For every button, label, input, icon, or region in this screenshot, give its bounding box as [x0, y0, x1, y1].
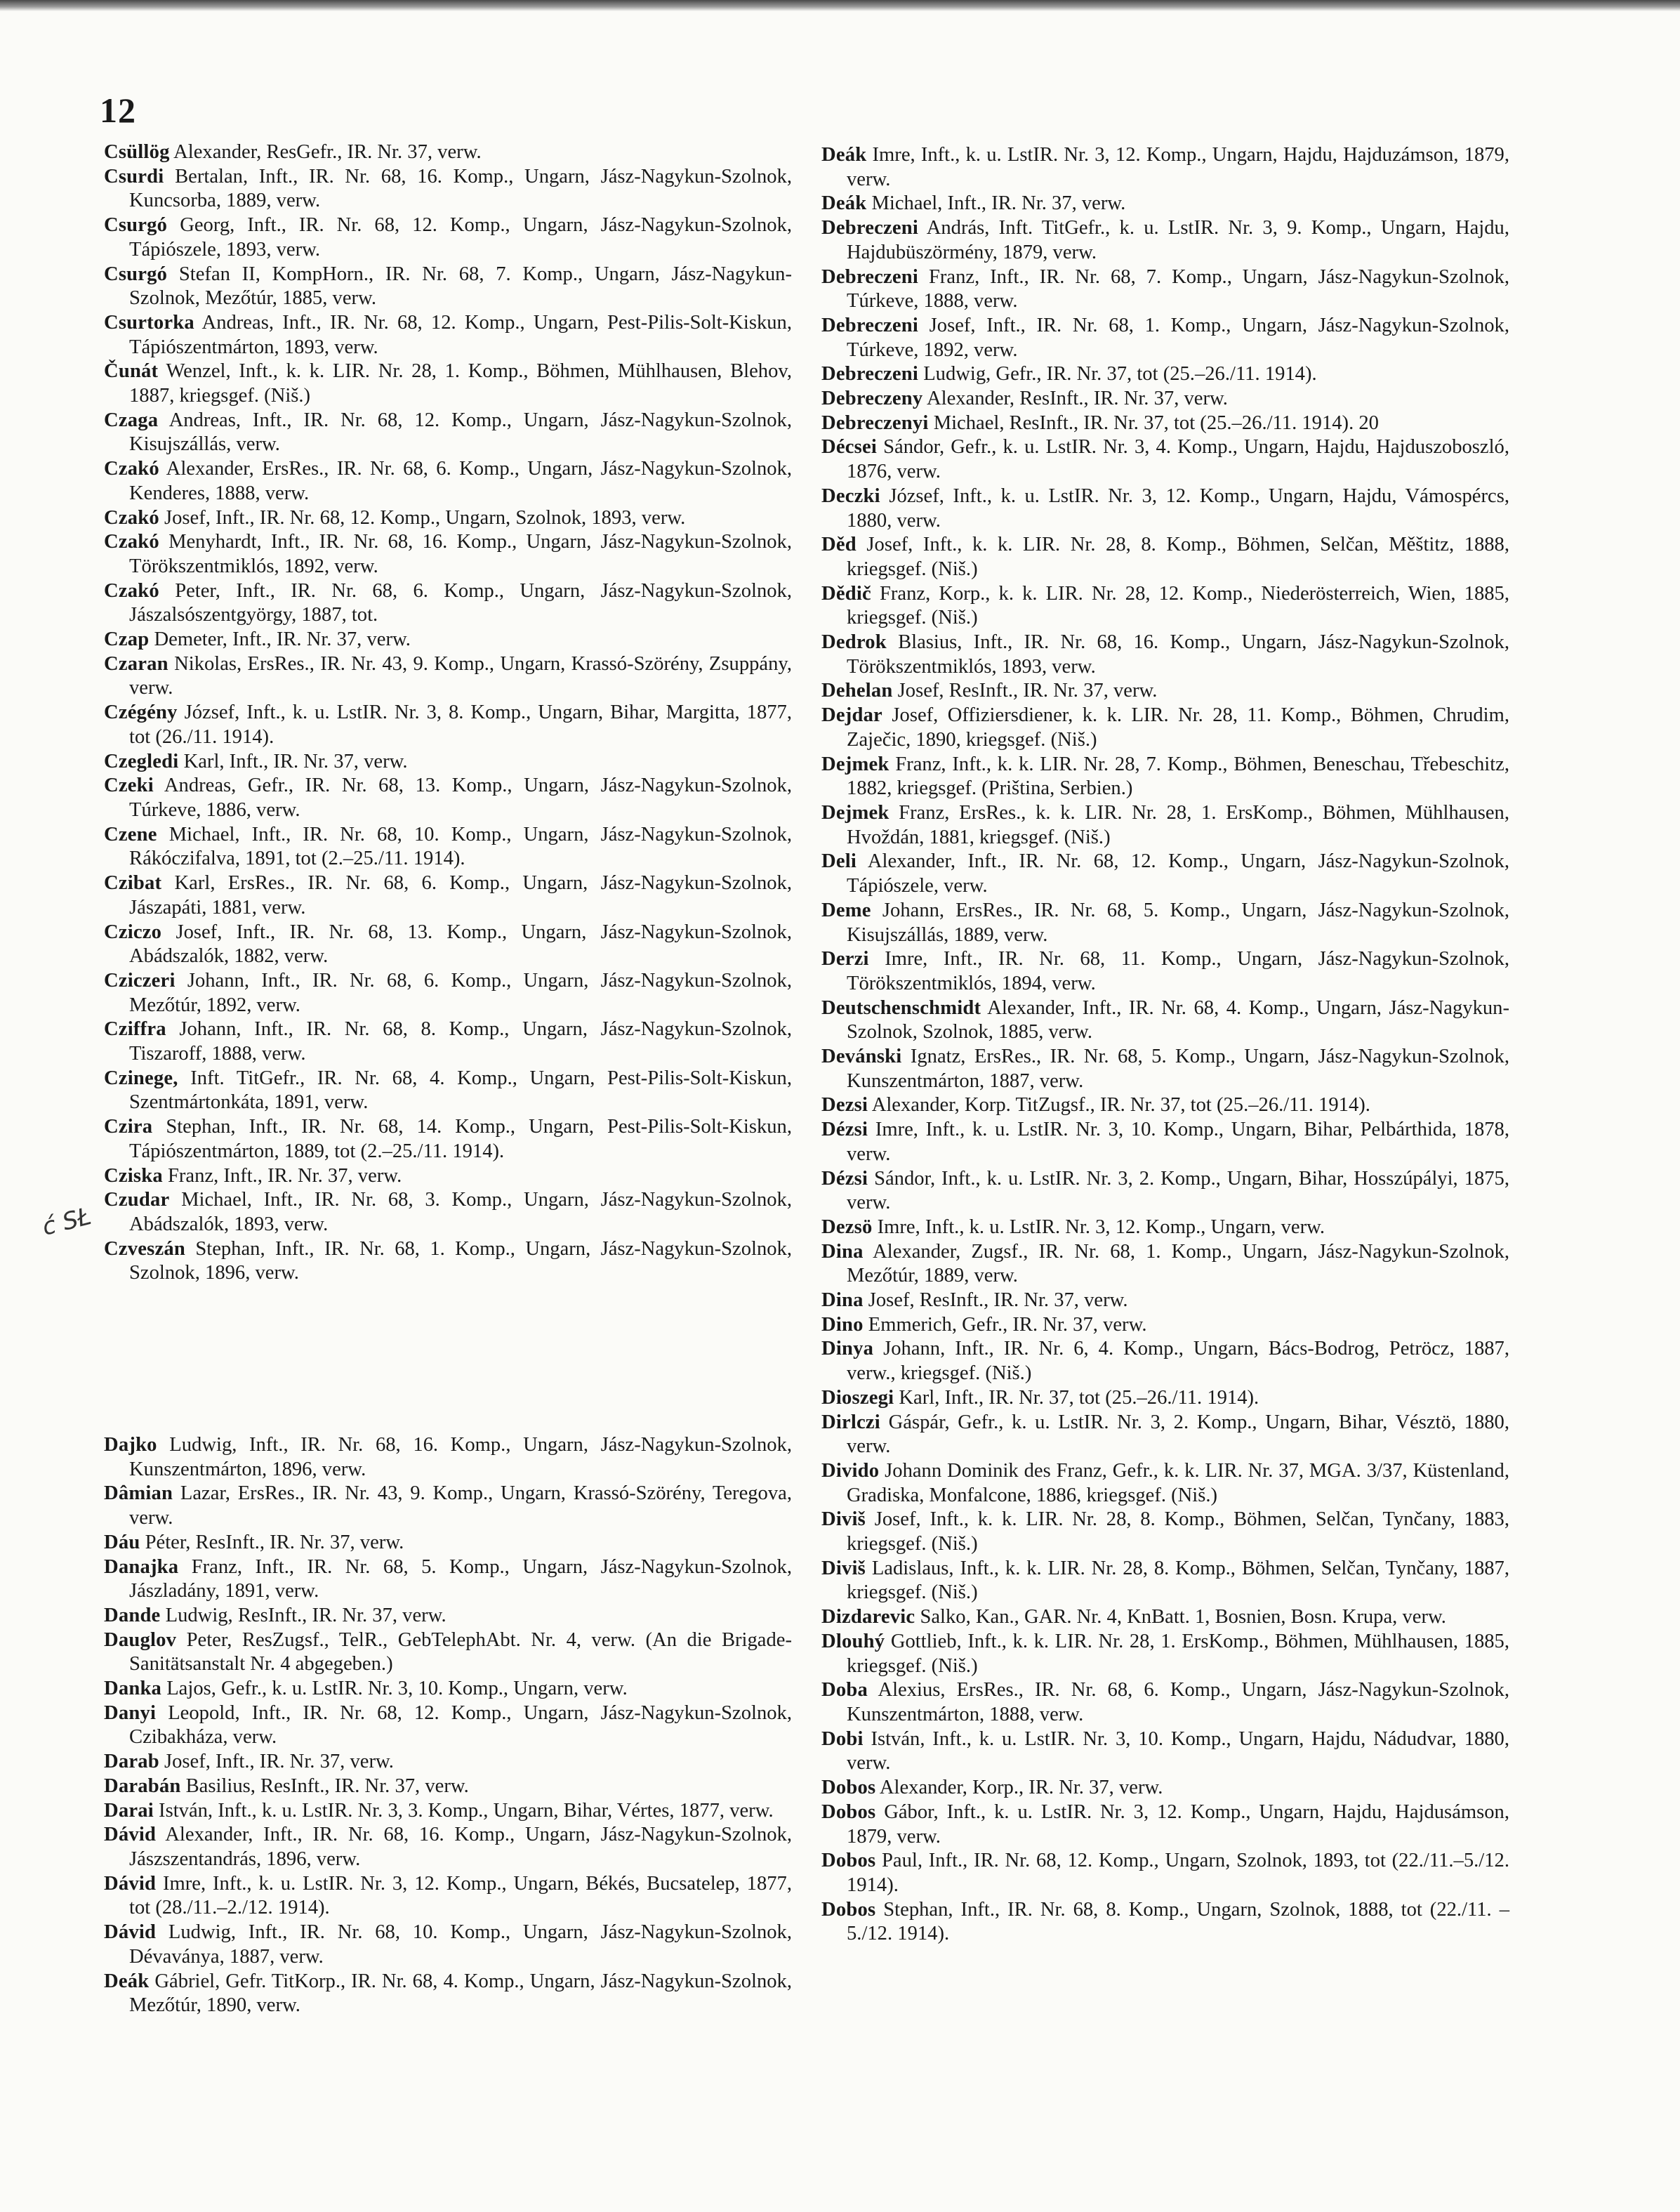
- entry-details: Lazar, ErsRes., IR. Nr. 43, 9. Komp., Ungarn, Krassó-Szörény, Teregova, verw.: [129, 1482, 792, 1529]
- list-entry: [104, 1750, 792, 1775]
- entry-details: Wenzel, Inft., k. k. LIR. Nr. 28, 1. Komp., Böhmen, Mühlhausen, Blehov, 1887, kriegsgef. (Niš.): [129, 360, 792, 407]
- list-entry: [104, 1921, 792, 1969]
- entry-details: Alexander, ErsRes., IR. Nr. 68, 6. Komp., Ungarn, Jász-Nagykun-Szolnok, Kenderes, 1888, verw.: [129, 458, 792, 504]
- entry-surname: Dinya: [821, 1338, 874, 1360]
- entry-details: Stephan, Inft., IR. Nr. 68, 14. Komp., Ungarn, Pest-Pilis-Solt-Kiskun, Tápiószentmárton, 1889, tot (2.–25./11. 1914).: [129, 1116, 792, 1162]
- entry-details: Georg, Inft., IR. Nr. 68, 12. Komp., Ungarn, Jász-Nagykun-Szolnok, Tápiószele, 1893, verw.: [129, 214, 792, 261]
- list-entry: [821, 533, 1509, 581]
- entry-surname: Deli: [821, 850, 857, 873]
- list-entry: [821, 1898, 1509, 1947]
- entry-surname: Dobi: [821, 1727, 864, 1750]
- entry-details: Josef, Inft., IR. Nr. 68, 13. Komp., Ungarn, Jász-Nagykun-Szolnok, Abádszalók, 1882, verw.: [129, 921, 792, 968]
- entry-details: István, Inft., k. u. LstIR. Nr. 3, 3. Komp., Ungarn, Bihar, Vértes, 1877, verw.: [159, 1799, 774, 1822]
- entry-surname: Czakó: [104, 506, 159, 529]
- entry-details: Alexander, ResInft., IR. Nr. 37, verw.: [926, 388, 1228, 410]
- entry-details: Emmerich, Gefr., IR. Nr. 37, verw.: [868, 1313, 1147, 1336]
- entry-surname: Debreczeni: [821, 314, 919, 336]
- entry-details: Sándor, Gefr., k. u. LstIR. Nr. 3, 4. Komp., Ungarn, Hajdu, Hajduszoboszló, 1876, verw.: [847, 436, 1509, 483]
- entry-surname: Darai: [104, 1799, 154, 1822]
- entry-details: Johann, Inft., IR. Nr. 68, 6. Komp., Ungarn, Jász-Nagykun-Szolnok, Mezőtúr, 1892, verw.: [129, 969, 792, 1016]
- list-entry: [821, 947, 1509, 996]
- entry-surname: Czira: [104, 1116, 153, 1138]
- entry-surname: Czap: [104, 628, 150, 651]
- entry-surname: Dina: [821, 1240, 864, 1263]
- entry-details: Andreas, Inft., IR. Nr. 68, 12. Komp., Ungarn, Jász-Nagykun-Szolnok, Kisujszállás, verw.: [129, 409, 792, 456]
- entry-surname: Csurdi: [104, 165, 164, 187]
- entry-surname: Czegledi: [104, 750, 179, 772]
- entry-details: Michael, Inft., IR. Nr. 68, 10. Komp., Ungarn, Jász-Nagykun-Szolnok, Rákóczifalva, 1891, tot (2.–25./11. 1914).: [129, 823, 792, 870]
- list-entry: [104, 1604, 792, 1628]
- entry-details: Ludwig, Inft., IR. Nr. 68, 10. Komp., Ungarn, Jász-Nagykun-Szolnok, Dévaványa, 1887, verw.: [129, 1921, 793, 1968]
- list-entry: [104, 1018, 792, 1066]
- entry-details: István, Inft., k. u. LstIR. Nr. 3, 10. Komp., Ungarn, Hajdu, Nádudvar, 1880, verw.: [847, 1727, 1509, 1775]
- entry-details: Alexander, Korp., IR. Nr. 37, verw.: [879, 1777, 1163, 1799]
- entry-surname: Dino: [821, 1313, 864, 1336]
- list-entry: [821, 753, 1509, 801]
- entry-details: Josef, Inft., IR. Nr. 68, 1. Komp., Ungarn, Jász-Nagykun-Szolnok, Túrkeve, 1892, verw.: [847, 314, 1509, 361]
- entry-details: Franz, ErsRes., k. k. LIR. Nr. 28, 1. ErsKomp., Böhmen, Mühlhausen, Hvoždán, 1881, kriegsgef. (Niš.): [847, 801, 1509, 848]
- entry-surname: Dâmian: [104, 1482, 173, 1505]
- entry-surname: Csurgó: [104, 214, 168, 237]
- list-entry: [821, 265, 1509, 314]
- list-entry: [821, 704, 1509, 752]
- list-entry: [821, 362, 1509, 387]
- list-entry: [104, 1555, 792, 1604]
- entry-surname: Danajka: [104, 1555, 179, 1578]
- entry-surname: Děd: [821, 534, 856, 556]
- entry-details: Alexander, Inft., IR. Nr. 68, 16. Komp., Ungarn, Jász-Nagykun-Szolnok, Jászszentandrás, 1896, verw.: [129, 1824, 792, 1870]
- entry-details: Blasius, Inft., IR. Nr. 68, 16. Komp., Ungarn, Jász-Nagykun-Szolnok, Törökszentmiklós, 1893, verw.: [847, 631, 1509, 678]
- list-entry: [104, 311, 792, 360]
- entry-details: Demeter, Inft., IR. Nr. 37, verw.: [154, 628, 411, 651]
- entry-surname: Deme: [821, 899, 871, 921]
- entry-surname: Czégény: [104, 702, 178, 724]
- list-entry: [821, 485, 1509, 533]
- list-entry: [104, 530, 792, 579]
- entry-details: Ludwig, Gefr., IR. Nr. 37, tot (25.–26./11. 1914).: [923, 363, 1317, 386]
- entry-surname: Debreczeni: [821, 363, 919, 386]
- entry-surname: Czeki: [104, 775, 154, 797]
- entry-surname: Dézsi: [821, 1167, 868, 1190]
- entry-surname: Dauglov: [104, 1628, 177, 1651]
- entry-surname: Csüllög: [104, 141, 170, 163]
- entry-details: Gábor, Inft., k. u. LstIR. Nr. 3, 12. Komp., Ungarn, Hajdu, Hajdusámson, 1879, verw.: [847, 1800, 1509, 1848]
- list-entry: [104, 360, 792, 408]
- list-entry: [104, 1677, 792, 1701]
- entry-surname: Debreczeni: [821, 265, 919, 288]
- list-entry: [821, 1630, 1509, 1678]
- entry-surname: Czveszán: [104, 1237, 185, 1260]
- entry-surname: Czibat: [104, 872, 162, 895]
- list-entry: [821, 216, 1509, 265]
- entry-surname: Cziczeri: [104, 969, 176, 992]
- list-entry: [104, 457, 792, 506]
- entry-surname: Dehelan: [821, 680, 893, 702]
- entry-details: Nikolas, ErsRes., IR. Nr. 43, 9. Komp., Ungarn, Krassó-Szörény, Zsuppány, verw.: [129, 652, 792, 699]
- list-entry: [104, 1872, 792, 1921]
- entry-details: Leopold, Inft., IR. Nr. 68, 12. Komp., Ungarn, Jász-Nagykun-Szolnok, Czibakháza, verw.: [129, 1701, 792, 1749]
- entry-details: Franz, Inft., IR. Nr. 37, verw.: [167, 1164, 402, 1187]
- list-entry: [104, 140, 792, 165]
- entry-details: Imre, Inft., k. u. LstIR. Nr. 3, 12. Komp., Ungarn, Hajdu, Hajduzámson, 1879, verw.: [847, 144, 1509, 190]
- entry-details: Johann, Inft., IR. Nr. 68, 8. Komp., Ungarn, Jász-Nagykun-Szolnok, Tiszaroff, 1888, verw.: [129, 1018, 792, 1065]
- entry-surname: Debreczeni: [821, 217, 919, 239]
- entry-surname: Dobos: [821, 1777, 876, 1799]
- entry-details: Josef, Inft., IR. Nr. 68, 12. Komp., Ungarn, Szolnok, 1893, verw.: [164, 506, 686, 529]
- entry-surname: Décsei: [821, 436, 877, 459]
- section-gap: [104, 1286, 792, 1433]
- entry-surname: Dobos: [821, 1850, 876, 1872]
- list-entry: [104, 1799, 792, 1824]
- entry-surname: Debreczeny: [821, 388, 923, 410]
- entry-details: Josef, Inft., IR. Nr. 37, verw.: [164, 1751, 394, 1773]
- entry-details: Josef, Offiziersdiener, k. k. LIR. Nr. 28, 11. Komp., Böhmen, Chrudim, Zaječic, 1890, kriegsgef. (Niš.): [847, 704, 1509, 751]
- entry-surname: Cziska: [104, 1164, 163, 1187]
- entry-details: Péter, ResInft., IR. Nr. 37, verw.: [145, 1531, 404, 1553]
- entry-surname: Dávid: [104, 1872, 157, 1895]
- list-entry: [821, 192, 1509, 216]
- list-entry: [821, 1093, 1509, 1118]
- entry-details: Karl, Inft., IR. Nr. 37, tot (25.–26./11. 1914).: [899, 1386, 1259, 1409]
- entry-details: Michael, Inft., IR. Nr. 37, verw.: [871, 192, 1126, 215]
- entry-details: Basilius, ResInft., IR. Nr. 37, verw.: [185, 1775, 469, 1797]
- entry-details: Andreas, Inft., IR. Nr. 68, 12. Komp., Ungarn, Pest-Pilis-Solt-Kiskun, Tápiószentmárton, 1893, verw.: [129, 311, 792, 358]
- list-entry: [821, 1118, 1509, 1166]
- list-entry: [104, 969, 792, 1018]
- entry-surname: Czakó: [104, 531, 159, 553]
- list-entry: [104, 1775, 792, 1799]
- entry-details: Michael, Inft., IR. Nr. 68, 3. Komp., Ungarn, Jász-Nagykun-Szolnok, Abádszalók, 1893, verw.: [129, 1189, 792, 1235]
- entry-details: András, Inft. TitGefr., k. u. LstIR. Nr. 3, 9. Komp., Ungarn, Hajdu, Hajdubüszörmény, 1879, verw.: [847, 217, 1509, 263]
- list-entry: [104, 1237, 792, 1286]
- list-entry: [821, 387, 1509, 412]
- entry-surname: Doba: [821, 1679, 868, 1701]
- entry-details: Alexander, Inft., IR. Nr. 68, 12. Komp., Ungarn, Jász-Nagykun-Szolnok, Tápiószele, verw.: [847, 850, 1509, 897]
- list-entry: [821, 631, 1509, 679]
- list-entry: [104, 652, 792, 701]
- entry-details: Paul, Inft., IR. Nr. 68, 12. Komp., Ungarn, Szolnok, 1893, tot (22./11.–5./12. 1914).: [847, 1850, 1509, 1896]
- entry-surname: Dedrok: [821, 631, 887, 654]
- entry-surname: Czinege,: [104, 1067, 178, 1089]
- entry-surname: Cziffra: [104, 1018, 166, 1041]
- list-entry: [821, 435, 1509, 484]
- list-entry: [104, 1482, 792, 1530]
- entry-surname: Dědič: [821, 582, 871, 605]
- entry-details: Peter, ResZugsf., TelR., GebTelephAbt. Nr. 4, verw. (An die Brigade-Sanitätsanstalt Nr. 4 abgegeben.): [129, 1628, 792, 1676]
- entry-details: Ludwig, Inft., IR. Nr. 68, 16. Komp., Ungarn, Jász-Nagykun-Szolnok, Kunszentmárton, 1896, verw.: [129, 1434, 792, 1480]
- entry-details: Josef, ResInft., IR. Nr. 37, verw.: [897, 680, 1158, 702]
- entry-details: Alexander, Korp. TitZugsf., IR. Nr. 37, tot (25.–26./11. 1914).: [871, 1094, 1370, 1117]
- entry-details: Johann, Inft., IR. Nr. 6, 4. Komp., Ungarn, Bács-Bodrog, Petröcz, 1887, verw., kriegsgef. (Niš.): [847, 1338, 1509, 1385]
- entry-details: Peter, Inft., IR. Nr. 68, 6. Komp., Ungarn, Jász-Nagykun-Szolnok, Jászalsószentgyörgy, 1887, tot.: [129, 579, 792, 626]
- entry-surname: Czakó: [104, 458, 159, 480]
- list-entry: [104, 1188, 792, 1237]
- entry-details: Alexius, ErsRes., IR. Nr. 68, 6. Komp., Ungarn, Jász-Nagykun-Szolnok, Kunszentmárton, 1888, verw.: [847, 1679, 1509, 1725]
- scan-edge: [0, 0, 1680, 11]
- list-entry: [821, 314, 1509, 362]
- entry-surname: Dejmek: [821, 753, 889, 775]
- list-entry: [821, 1216, 1509, 1240]
- entry-details: Gáspár, Gefr., k. u. LstIR. Nr. 3, 2. Komp., Ungarn, Bihar, Vésztö, 1880, verw.: [847, 1411, 1509, 1458]
- entry-surname: Dávid: [104, 1824, 157, 1846]
- entry-surname: Czudar: [104, 1189, 170, 1211]
- list-entry: [104, 871, 792, 920]
- entry-details: József, Inft., k. u. LstIR. Nr. 3, 12. Komp., Ungarn, Hajdu, Vámospércs, 1880, verw.: [847, 485, 1509, 532]
- list-entry: [104, 1531, 792, 1555]
- entry-surname: Dobos: [821, 1898, 876, 1921]
- list-entry: [104, 1701, 792, 1750]
- entry-details: Ignatz, ErsRes., IR. Nr. 68, 5. Komp., Ungarn, Jász-Nagykun-Szolnok, Kunszentmárton, 1887, verw.: [847, 1046, 1509, 1092]
- entry-surname: Diviš: [821, 1557, 866, 1579]
- entry-surname: Derzi: [821, 948, 869, 970]
- list-entry: [821, 1459, 1509, 1508]
- entry-details: Franz, Inft., k. k. LIR. Nr. 28, 7. Komp., Böhmen, Beneschau, Třebeschitz, 1882, kriegsgef. (Priština, Serbien.): [847, 753, 1509, 800]
- entry-surname: Debreczenyi: [821, 412, 929, 434]
- entry-details: Salko, Kan., GAR. Nr. 4, KnBatt. 1, Bosnien, Bosn. Krupa, verw.: [920, 1606, 1446, 1628]
- entry-details: Alexander, Inft., IR. Nr. 68, 4. Komp., Ungarn, Jász-Nagykun-Szolnok, Szolnok, 1885, verw.: [847, 996, 1509, 1044]
- list-entry: [104, 823, 792, 871]
- list-entry: [821, 996, 1509, 1045]
- entry-details: Andreas, Gefr., IR. Nr. 68, 13. Komp., Ungarn, Jász-Nagykun-Szolnok, Túrkeve, 1886, verw.: [129, 775, 792, 821]
- entry-details: Karl, Inft., IR. Nr. 37, verw.: [183, 750, 408, 772]
- entry-details: Alexander, Zugsf., IR. Nr. 68, 1. Komp., Ungarn, Jász-Nagykun-Szolnok, Mezőtúr, 1889, verw.: [847, 1240, 1510, 1287]
- list-entry: [104, 1823, 792, 1871]
- list-entry: [821, 143, 1509, 192]
- entry-surname: Devánski: [821, 1046, 902, 1068]
- entry-surname: Dezsö: [821, 1216, 873, 1238]
- entry-details: Stefan II, KompHorn., IR. Nr. 68, 7. Komp., Ungarn, Jász-Nagykun-Szolnok, Mezőtúr, 1885, verw.: [129, 263, 792, 310]
- entry-surname: Diviš: [821, 1508, 866, 1531]
- entry-surname: Dézsi: [821, 1119, 868, 1141]
- list-entry: [104, 701, 792, 749]
- entry-details: Gábriel, Gefr. TitKorp., IR. Nr. 68, 4. Komp., Ungarn, Jász-Nagykun-Szolnok, Mezőtúr, 1890, verw.: [129, 1970, 793, 2017]
- list-entry: [821, 1800, 1509, 1849]
- entry-surname: Dizdarevic: [821, 1606, 915, 1628]
- list-entry: [821, 1727, 1509, 1776]
- entry-surname: Dirlczi: [821, 1411, 880, 1433]
- entry-details: Imre, Inft., k. u. LstIR. Nr. 3, 12. Komp., Ungarn, verw.: [877, 1216, 1325, 1238]
- list-entry: [104, 1433, 792, 1482]
- entry-details: Bertalan, Inft., IR. Nr. 68, 16. Komp., Ungarn, Jász-Nagykun-Szolnok, Kuncsorba, 1889, verw.: [129, 165, 792, 212]
- list-entry: [104, 1115, 792, 1164]
- list-entry: [104, 1067, 792, 1115]
- list-entry: [104, 774, 792, 822]
- entry-surname: Csurtorka: [104, 311, 194, 334]
- entry-surname: Dejdar: [821, 704, 882, 727]
- list-entry: [104, 921, 792, 969]
- entry-surname: Csurgó: [104, 263, 168, 285]
- list-entry: [104, 165, 792, 213]
- list-entry: [821, 1045, 1509, 1093]
- list-entry: [821, 1849, 1509, 1897]
- entry-surname: Dávid: [104, 1921, 157, 1944]
- entry-surname: Danka: [104, 1678, 162, 1700]
- list-entry: [104, 506, 792, 531]
- list-entry: [821, 582, 1509, 631]
- list-entry: [821, 1167, 1509, 1216]
- entry-surname: Dajko: [104, 1434, 157, 1456]
- entry-details: Johann Dominik des Franz, Gefr., k. k. LIR. Nr. 37, MGA. 3/37, Küstenland, Gradiska, Monfalcone, 1886, kriegsgef. (Niš.): [847, 1459, 1509, 1506]
- entry-surname: Čunát: [104, 360, 159, 383]
- list-entry: [104, 1628, 792, 1677]
- entry-surname: Czaga: [104, 409, 159, 431]
- entry-details: Ludwig, ResInft., IR. Nr. 37, verw.: [165, 1604, 447, 1626]
- entry-details: Imre, Inft., IR. Nr. 68, 11. Komp., Ungarn, Jász-Nagykun-Szolnok, Törökszentmiklós, 1894, verw.: [847, 948, 1509, 994]
- entry-details: Michael, ResInft., IR. Nr. 37, tot (25.–26./11. 1914). 20: [933, 412, 1379, 434]
- list-entry: [104, 1970, 792, 2018]
- entry-surname: Czene: [104, 823, 157, 845]
- entry-details: Franz, Inft., IR. Nr. 68, 7. Komp., Ungarn, Jász-Nagykun-Szolnok, Túrkeve, 1888, verw.: [847, 265, 1509, 312]
- entry-surname: Czaran: [104, 652, 168, 675]
- entry-surname: Deczki: [821, 485, 880, 507]
- entry-surname: Dioszegi: [821, 1386, 894, 1409]
- entry-details: Josef, Inft., k. k. LIR. Nr. 28, 8. Komp., Böhmen, Selčan, Měštitz, 1888, kriegsgef. (Niš.): [847, 534, 1509, 580]
- list-entry: [821, 1508, 1509, 1556]
- entry-surname: Dáu: [104, 1531, 140, 1553]
- entry-details: Johann, ErsRes., IR. Nr. 68, 5. Komp., Ungarn, Jász-Nagykun-Szolnok, Kisujszállás, 1889, verw.: [847, 899, 1509, 946]
- list-entry: [104, 263, 792, 311]
- entry-details: József, Inft., k. u. LstIR. Nr. 3, 8. Komp., Ungarn, Bihar, Margitta, 1877, tot (26./11. 1914).: [129, 702, 792, 748]
- list-entry: [104, 750, 792, 775]
- entry-details: Franz, Inft., IR. Nr. 68, 5. Komp., Ungarn, Jász-Nagykun-Szolnok, Jászladány, 1891, verw.: [129, 1555, 792, 1602]
- entry-details: Franz, Korp., k. k. LIR. Nr. 28, 12. Komp., Niederösterreich, Wien, 1885, kriegsgef. (Niš.): [847, 582, 1509, 629]
- entry-details: Stephan, Inft., IR. Nr. 68, 8. Komp., Ungarn, Szolnok, 1888, tot (22./11. –5./12. 1914).: [847, 1898, 1509, 1945]
- handwritten-margin-note: ć SŁ: [39, 1202, 94, 1242]
- right-column: [821, 143, 1509, 1947]
- list-entry: [821, 1678, 1509, 1727]
- list-entry: [104, 1164, 792, 1189]
- entry-details: Lajos, Gefr., k. u. LstIR. Nr. 3, 10. Komp., Ungarn, verw.: [166, 1678, 628, 1700]
- entry-details: Imre, Inft., k. u. LstIR. Nr. 3, 10. Komp., Ungarn, Bihar, Pelbárthida, 1878, verw.: [847, 1119, 1509, 1165]
- entry-surname: Divido: [821, 1459, 880, 1482]
- entry-details: Stephan, Inft., IR. Nr. 68, 1. Komp., Ungarn, Jász-Nagykun-Szolnok, Szolnok, 1896, verw.: [129, 1237, 792, 1284]
- entry-surname: Deák: [821, 144, 867, 166]
- list-entry: [821, 1411, 1509, 1459]
- list-entry: [104, 579, 792, 628]
- list-entry: [821, 801, 1509, 850]
- entry-surname: Deutschenschmidt: [821, 996, 981, 1019]
- entry-surname: Darab: [104, 1751, 159, 1773]
- list-entry: [821, 412, 1509, 436]
- list-entry: [821, 1289, 1509, 1313]
- entry-details: Menyhardt, Inft., IR. Nr. 68, 16. Komp., Ungarn, Jász-Nagykun-Szolnok, Törökszentmiklós, 1892, verw.: [129, 531, 792, 577]
- list-entry: [821, 850, 1509, 898]
- list-entry: [821, 1313, 1509, 1338]
- entry-details: Inft. TitGefr., IR. Nr. 68, 4. Komp., Ungarn, Pest-Pilis-Solt-Kiskun, Szentmártonkáta, 1891, verw.: [129, 1067, 792, 1114]
- list-entry: [821, 1240, 1509, 1289]
- entry-surname: Deák: [821, 192, 867, 215]
- entry-details: Josef, Inft., k. k. LIR. Nr. 28, 8. Komp., Böhmen, Selčan, Tynčany, 1883, kriegsgef. (Niš.): [847, 1508, 1509, 1555]
- list-entry: [821, 1605, 1509, 1630]
- entry-surname: Dlouhý: [821, 1630, 885, 1652]
- page-number: 12: [100, 91, 136, 130]
- entry-surname: Cziczo: [104, 921, 162, 943]
- list-entry: [104, 409, 792, 457]
- entry-surname: Dezsi: [821, 1094, 868, 1117]
- entry-surname: Dejmek: [821, 801, 889, 824]
- list-entry: [104, 628, 792, 652]
- entry-surname: Dina: [821, 1289, 864, 1312]
- list-entry: [104, 213, 792, 262]
- entry-details: Imre, Inft., k. u. LstIR. Nr. 3, 12. Komp., Ungarn, Békés, Bucsatelep, 1877, tot (28./11.–2./12. 1914).: [129, 1872, 792, 1919]
- list-entry: [821, 1557, 1509, 1605]
- entry-surname: Dande: [104, 1604, 161, 1626]
- entry-details: Alexander, ResGefr., IR. Nr. 37, verw.: [173, 141, 482, 163]
- list-entry: [821, 679, 1509, 704]
- entry-details: Karl, ErsRes., IR. Nr. 68, 6. Komp., Ungarn, Jász-Nagykun-Szolnok, Jászapáti, 1881, verw.: [129, 872, 792, 919]
- list-entry: [821, 899, 1509, 947]
- list-entry: [821, 1337, 1509, 1385]
- entry-surname: Dobos: [821, 1800, 876, 1823]
- entry-surname: Deák: [104, 1970, 150, 1992]
- entry-surname: Danyi: [104, 1701, 157, 1724]
- entry-details: Sándor, Inft., k. u. LstIR. Nr. 3, 2. Komp., Ungarn, Bihar, Hosszúpályi, 1875, verw.: [847, 1167, 1509, 1214]
- entry-details: Ladislaus, Inft., k. k. LIR. Nr. 28, 8. Komp., Böhmen, Selčan, Tynčany, 1887, kriegsgef. (Niš.): [847, 1557, 1509, 1604]
- entry-details: Gottlieb, Inft., k. k. LIR. Nr. 28, 1. ErsKomp., Böhmen, Mühlhausen, 1885, kriegsgef. (Niš.): [847, 1630, 1509, 1677]
- list-entry: [821, 1386, 1509, 1411]
- entry-surname: Czakó: [104, 579, 159, 602]
- list-entry: [821, 1776, 1509, 1800]
- entry-details: Josef, ResInft., IR. Nr. 37, verw.: [868, 1289, 1128, 1312]
- left-column: [104, 140, 792, 2018]
- entry-surname: Darabán: [104, 1775, 181, 1797]
